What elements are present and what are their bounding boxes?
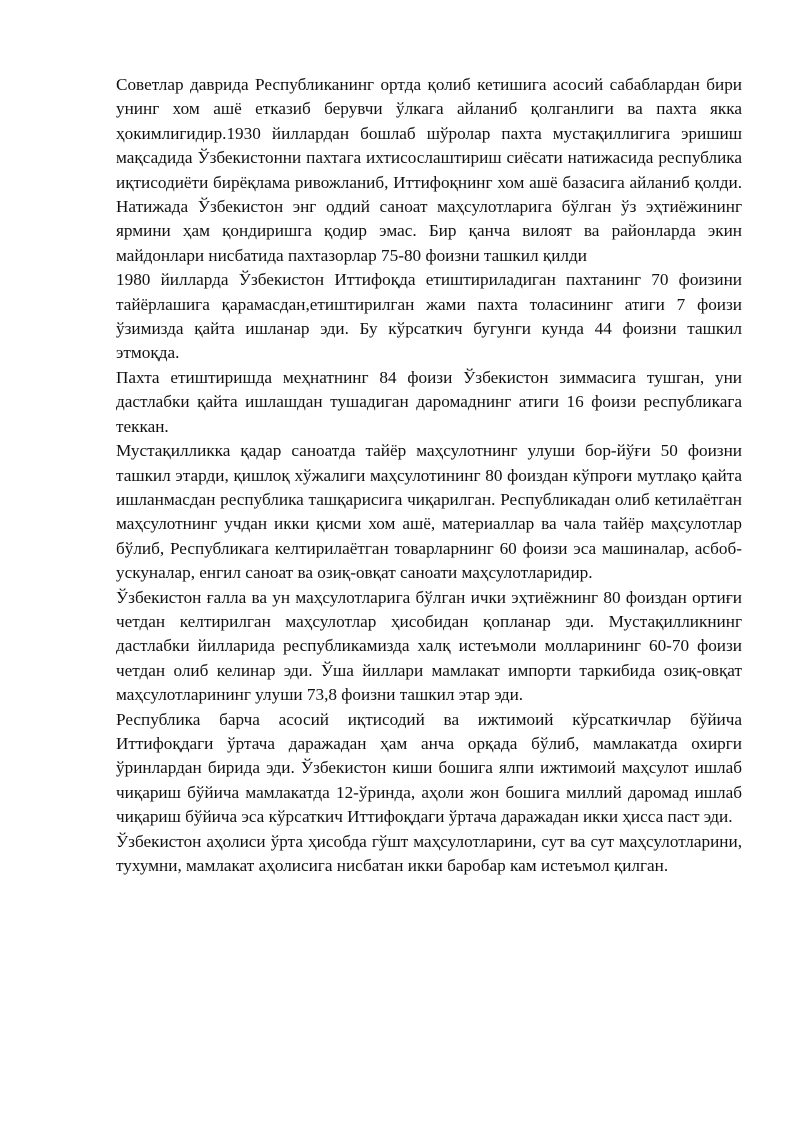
paragraph-6: Республика барча асосий иқтисодий ва ижтимоий кўрсаткичлар бўйича Иттифоқдаги ўртача даражадан ҳам анча орқада бўлиб, мамлакатда охирги ўринлардан бирида эди. Ўзбекистон киши бошига ялпи ижтимоий маҳсулот ишлаб чиқариш бўйича мамлакатда 12-ўринда, аҳоли жон бошига миллий даромад ишлаб чиқариш бўйича эса кўрсаткич Иттифоқдаги ўртача даражадан икки ҳисса паст эди. xyxy=(116,709,742,827)
paragraph-2: 1980 йилларда Ўзбекистон Иттифоқда етиштириладиган пахтанинг 70 фоизини тайёрлашига қарамасдан,етиштирилган жами пахта толасининг атиги 7 фоизи ўзимизда қайта ишланар эди. Бу кўрсаткич бугунги кунда 44 фоизни ташкил этмоқда. xyxy=(116,270,742,363)
paragraph-1: Советлар даврида Республиканинг ортда қолиб кетишига асосий сабаблардан бири унинг хом ашё етказиб берувчи ўлкага айланиб қолганлиги ва пахта якка ҳокимлигидир.1930 йиллардан бошлаб шўролар пахта мустақиллигига эришиш мақсадида Ўзбекистонни пахтага ихтисослаштириш сиёсати натижасида республика иқтисодиёти бирёқлама ривожланиб, Иттифоқнинг хом ашё базасига айланиб қолди. Натижада Ўзбекистон энг оддий саноат маҳсулотларига бўлган ўз эҳтиёжининг ярмини ҳам қондиришга қодир эмас. Бир қанча вилоят ва районларда экин майдонлари нисбатида пахтазорлар 75-80 фоизни ташкил қилди xyxy=(116,75,742,265)
paragraph-5: Ўзбекистон ғалла ва ун маҳсулотларига бўлган ички эҳтиёжнинг 80 фоиздан ортиғи четдан келтирилган маҳсулотлар ҳисобидан қопланар эди. Мустақилликнинг дастлабки йилларида республикамизда халқ истеъмоли молларининг 60-70 фоизи четдан олиб келинар эди. Ўша йиллари мамлакат импорти таркибида озиқ-овқат маҳсулотларининг улуши 73,8 фоизни ташкил этар эди. xyxy=(116,587,742,705)
paragraph-3: Пахта етиштиришда меҳнатнинг 84 фоизи Ўзбекистон зиммасига тушган, уни дастлабки қайта ишлашдан тушадиган даромаднинг атиги 16 фоизи республикага теккан. xyxy=(116,367,742,436)
paragraph-7: Ўзбекистон аҳолиси ўрта ҳисобда гўшт маҳсулотларини, сут ва сут маҳсулотларини, тухумни, мамлакат аҳолисига нисбатан икки баробар кам истеъмол қилган. xyxy=(116,831,742,875)
document-page xyxy=(116,73,742,878)
paragraph-4: Мустақилликка қадар саноатда тайёр маҳсулотнинг улуши бор-йўғи 50 фоизни ташкил этарди, қишлоқ хўжалиги маҳсулотининг 80 фоиздан кўпроғи мутлақо қайта ишланмасдан республика ташқарисига чиқарилган. Республикадан олиб кетилаётган маҳсулотнинг учдан икки қисми хом ашё, материаллар ва чала тайёр маҳсулотлар бўлиб, Республикага келтирилаётган товарларнинг 60 фоизи эса машиналар, асбоб-ускуналар, енгил саноат ва озиқ-овқат саноати маҳсулотларидир. xyxy=(116,441,742,583)
